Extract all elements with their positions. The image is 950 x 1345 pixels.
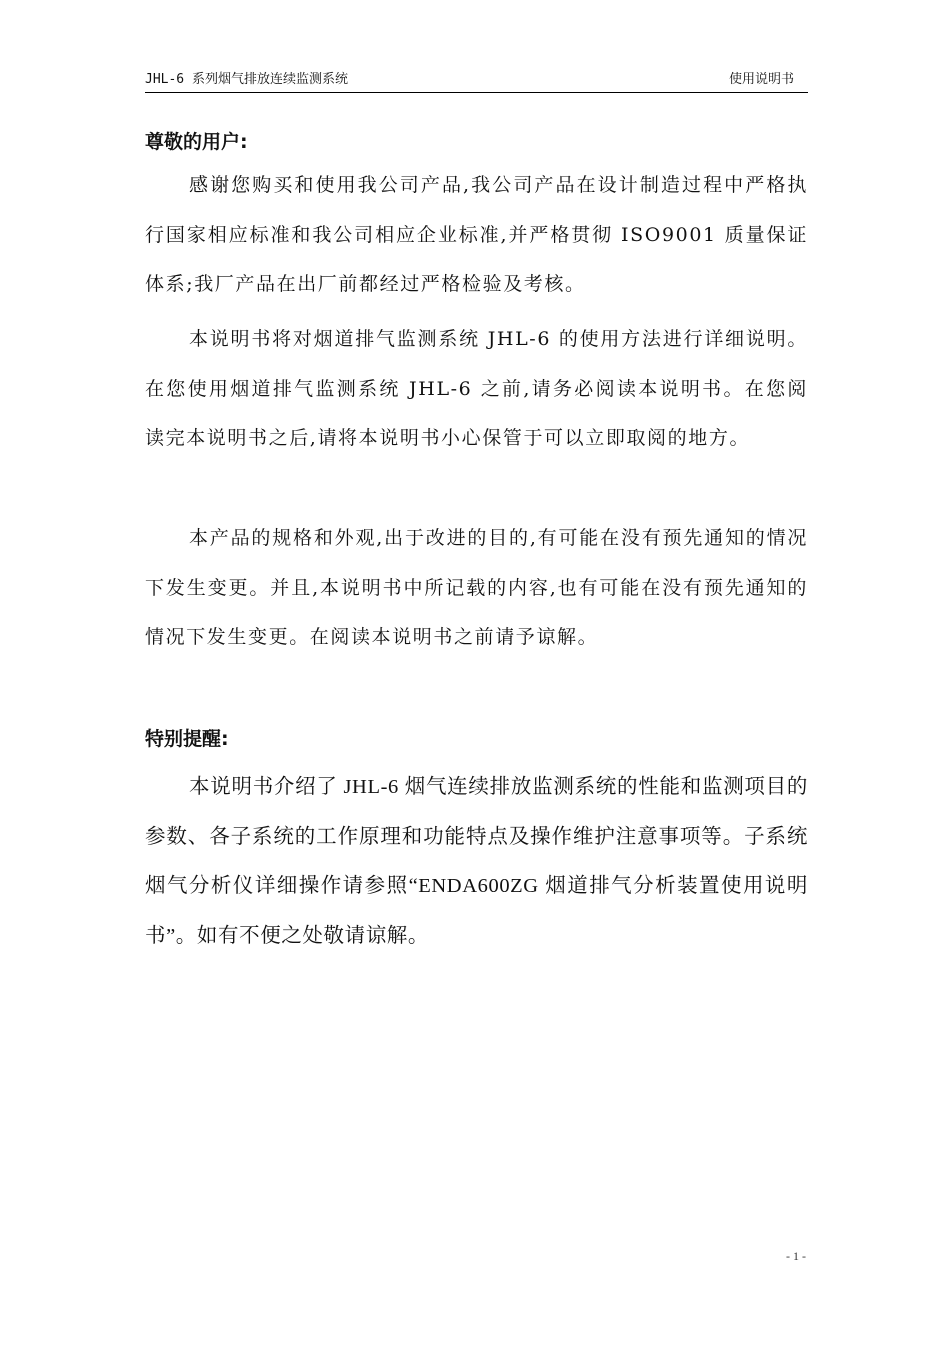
change-notice-paragraph: 本产品的规格和外观,出于改进的目的,有可能在没有预先通知的情况下发生变更。并且,本说明书中所记载的内容,也有可能在没有预先通知的情况下发生变更。在阅读本说明书之前请予谅解。 [145,527,808,649]
page-number: - 1 - [786,1249,806,1263]
special-reminder-paragraph: 本说明书介绍了 JHL-6 烟气连续排放监测系统的性能和监测项目的参数、各子系统的工作原理和功能特点及操作维护注意事项等。子系统烟气分析仪详细操作请参照“ENDA600ZG 烟道排气分析装置使用说明书”。如有不便之处敬请谅解。 [145,776,808,948]
greeting-heading: 尊敬的用户: [145,131,248,153]
special-reminder-heading: 特别提醒: [145,728,229,750]
page-header [145,70,808,93]
intro-paragraph: 感谢您购买和使用我公司产品,我公司产品在设计制造过程中严格执行国家相应标准和我公司相应企业标准,并严格贯彻 ISO9001 质量保证体系;我厂产品在出厂前都经过严格检验及考核。 [145,174,808,296]
header-document-title: JHL-6 系列烟气排放连续监测系统 [145,72,348,87]
manual-usage-paragraph: 本说明书将对烟道排气监测系统 JHL-6 的使用方法进行详细说明。在您使用烟道排气监测系统 JHL-6 之前,请务必阅读本说明书。在您阅读完本说明书之后,请将本说明书小心保管于可以立即取阅的地方。 [145,328,808,450]
header-document-type: 使用说明书 [728,72,794,87]
